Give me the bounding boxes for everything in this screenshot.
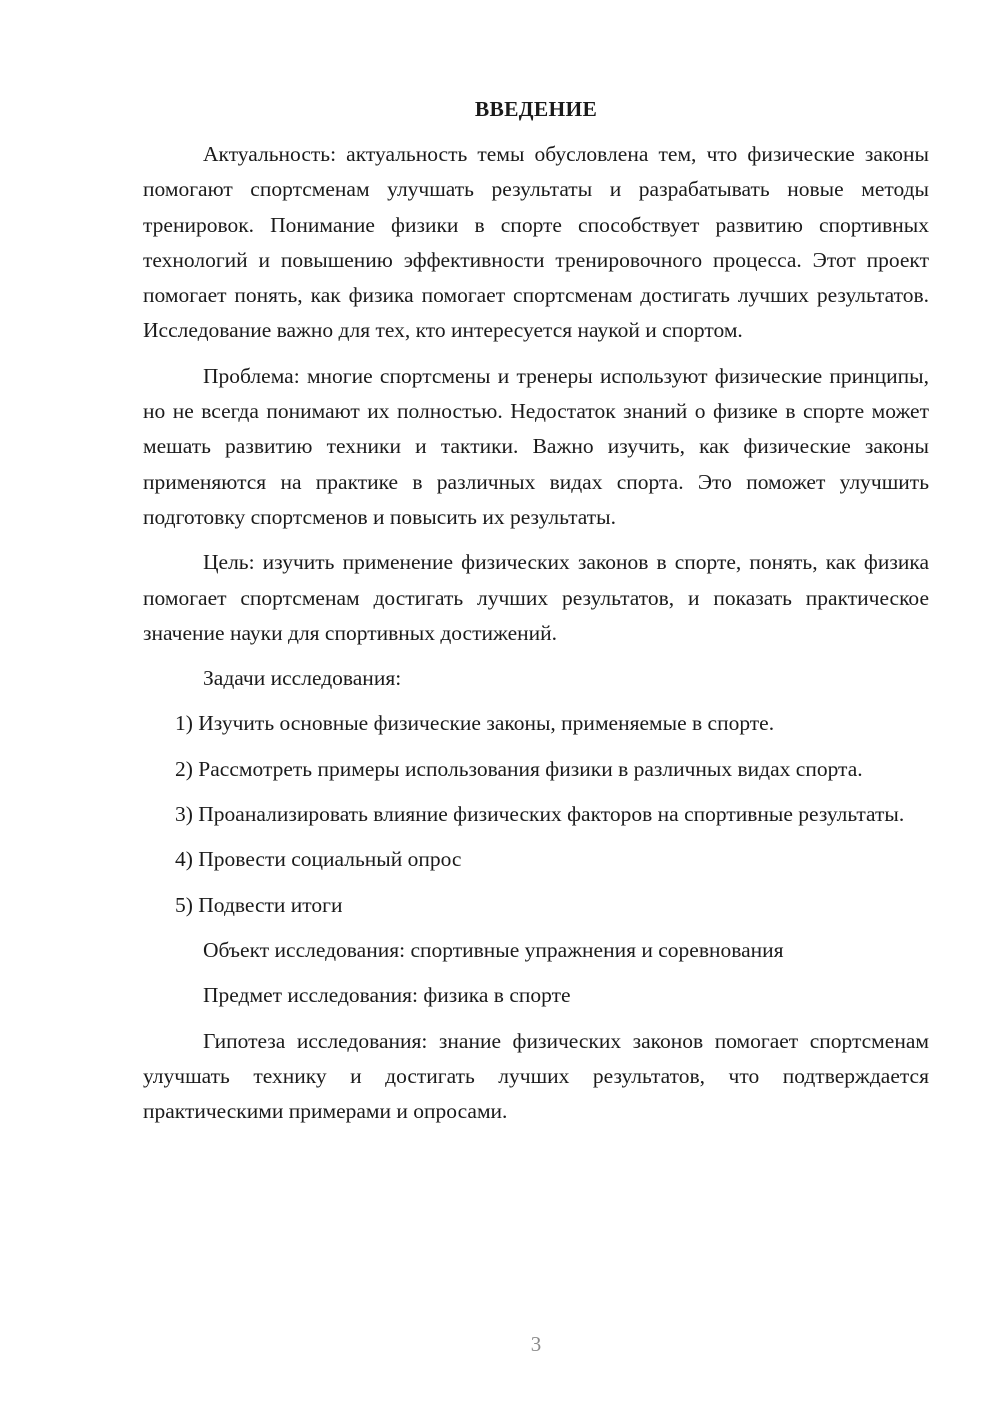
task-item-1: 1) Изучить основные физические законы, применяемые в спорте. (175, 711, 775, 736)
task-item-2: 2) Рассмотреть примеры использования физики в различных видах спорта. (175, 756, 863, 781)
problem-paragraph: Проблема: многие спортсмены и тренеры используют физические принципы, но не всегда понимают их полностью. Недостаток знаний о физике в спорте может мешать развитию техники и тактики. Важно изучить, как физические законы применяются на практике в различных видах спорта. Это поможет улучшить подготовку спортсменов и повысить их результаты. (143, 363, 929, 529)
goal-paragraph: Цель: изучить применение физических законов в спорте, понять, как физика помогает спортсменам достигать лучших результатов, и показать практическое значение науки для спортивных достижений. (143, 550, 929, 645)
page-title: ВВЕДЕНИЕ (474, 97, 598, 121)
task-item-5: 5) Подвести итоги (175, 892, 343, 917)
task-item-4: 4) Провести социальный опрос (175, 847, 462, 872)
task-item-3: 3) Проанализировать влияние физических факторов на спортивные результаты. (175, 802, 905, 827)
subject-paragraph: Предмет исследования: физика в спорте (203, 983, 571, 1008)
page-content (143, 92, 929, 1139)
object-paragraph: Объект исследования: спортивные упражнения и соревнования (203, 937, 784, 962)
hypothesis-paragraph: Гипотеза исследования: знание физических законов помогает спортсменам улучшать технику и достигать лучших результатов, что подтверждается практическими примерами и опросами. (143, 1028, 929, 1124)
tasks-heading: Задачи исследования: (203, 666, 402, 691)
relevance-paragraph: Актуальность: актуальность темы обусловлена тем, что физические законы помогают спортсменам улучшать результаты и разрабатывать новые методы тренировок. Понимание физики в спорте способствует развитию спортивных технологий и повышению эффективности тренировочного процесса. Этот проект помогает понять, как физика помогает спортсменам достигать лучших результатов. Исследование важно для тех, кто интересуется наукой и спортом. (143, 142, 929, 343)
page-number: 3 (530, 1332, 542, 1356)
